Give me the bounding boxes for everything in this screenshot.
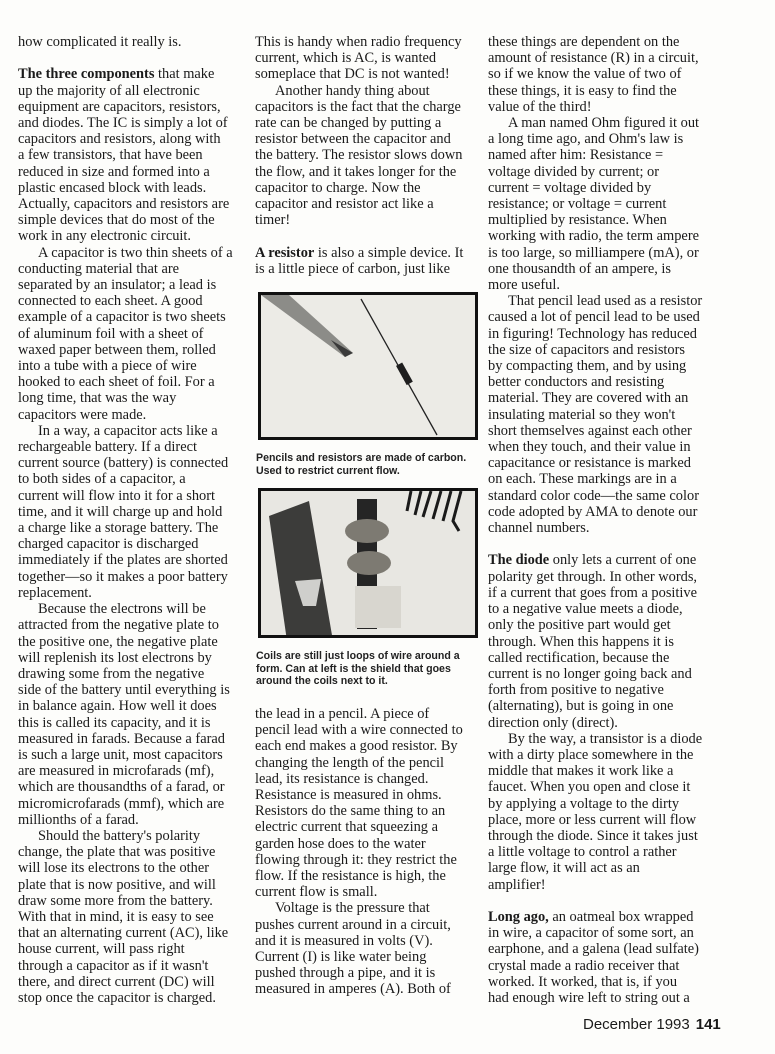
paragraph: how complicated it really is. <box>18 34 182 50</box>
photo-caption: Pencils and resistors are made of carbon. Used to restrict current flow. <box>256 452 467 477</box>
photo-pencil-resistor <box>258 292 478 440</box>
coil-base-icon <box>355 586 401 628</box>
paragraph: Voltage is the pressure that pushes current around in a circuit, and it is measured in volts (V). Current (I) is like water being pushed through a pipe, and it is measured in amperes (A). Both of <box>255 900 451 998</box>
paragraph: That pencil lead used as a resistor caused a lot of pencil lead to be used in figuring! Technology has reduced the size of capacitors and resistors by compacting them, and by using better conductors and resisting material. They are covered with an insulating material so they won't short themselves against each other when they touch, and their value in capacitance or resistance is marked on each. These markings are in a standard color code—the same color code adopted by AMA to denote our channel numbers. <box>488 293 703 537</box>
paragraph-lead: The three components <box>18 66 155 83</box>
paragraph: A resistor is also a simple device. It is a little piece of carbon, just like <box>255 244 464 277</box>
paragraph: A capacitor is two thin sheets of a conducting material that are separated by an insulator; a lead is connected to each sheet. A good example of a capacitor is two sheets of aluminum foil with a sheet of waxed paper between them, rolled into a tube with a piece of wire hooked to each sheet of foil. For a long time, that was the way capacitors were made. <box>18 244 233 423</box>
paragraph-lead: A resistor <box>255 244 315 261</box>
column-left <box>18 34 250 1006</box>
page-number: 141 <box>695 1016 721 1033</box>
pencil-resistor-image <box>261 295 475 437</box>
paragraph-lead: The diode <box>488 552 550 569</box>
paragraph: In a way, a capacitor acts like a rechargeable battery. If a direct current source (battery) is connected to both sides of a capacitor, a current will flow into it for a short time, and it will charge up and hold a charge like a storage battery. The charged capacitor is discharged immediately if the plates are shorted together—so it makes a poor battery replacement. <box>18 422 229 601</box>
paragraph: Another handy thing about capacitors is the fact that the charge rate can be changed by putting a resistor between the capacitor and the battery. The resistor slows down the flow, and it takes longer for the capacitor to charge. Now the capacitor and resistor act like a timer! <box>255 82 463 229</box>
paragraph: Because the electrons will be attracted from the negative plate to the positive one, the negative plate will replenish its lost electrons by drawing some from the negative side of the battery until everything is in balance again. How well it does this is called its capacity, and it is measured in farads. Because a farad is such a large unit, most capacitors are measured in microfarads (mf), which are thousandths of a farad, or micromicrofarads (mmf), which are millionths of a farad. <box>18 601 230 828</box>
issue-date: December 1993 <box>583 1016 690 1033</box>
page-footer <box>583 1016 721 1033</box>
column-middle-top <box>255 34 485 277</box>
paragraph: Should the battery's polarity change, the plate that was positive will lose its electrons to the other plate that is now positive, and will draw some more from the battery. With that in mind, it is easy to see that an alternating current (AC), like house current, will pass right through a capacitor as if it wasn't there, and direct current (DC) will stop once the capacitor is charged. <box>18 827 229 1006</box>
paragraph: the lead in a pencil. A piece of pencil lead with a wire connected to each end makes a good resistor. By changing the length of the pencil lead, its resistance is changed. Resistance is measured in ohms. Resistors do the same thing to an electric current that squeezing a garden hose does to the water flowing through it: they restrict the flow. If the resistance is high, the current flow is small. <box>255 706 463 901</box>
paragraph-lead: Long ago, <box>488 908 549 925</box>
column-middle-bottom <box>255 706 485 998</box>
paragraph: By the way, a transistor is a diode with a dirty place somewhere in the middle that makes it work like a faucet. When you open and close it by applying a voltage to the dirty place, more or less current will flow through the diode. Since it takes just a little voltage to control a rather large flow, it will act as an amplifier! <box>488 730 703 893</box>
paragraph: A man named Ohm figured it out a long time ago, and Ohm's law is named after him: Resistance = voltage divided by current; or current = voltage divided by resistance; or voltage = current multiplied by resistance. When working with radio, the term ampere is too large, so milliampere (mA), or one thousandth of an ampere, is more useful. <box>488 115 700 294</box>
paragraph: The three components that make up the majority of all electronic equipment are capacitors, resistors, and diodes. The IC is simply a lot of capacitors and resistors, along with a few transistors, that have been reduced in size and formed into a plastic encased block with leads. Actually, capacitors and resistors are simple devices that do most of the work in any electronic circuit. <box>18 66 230 245</box>
paragraph: This is handy when radio frequency current, which is AC, is wanted someplace that DC is not wanted! <box>255 34 462 83</box>
paragraph: Long ago, an oatmeal box wrapped in wire, a capacitor of some sort, an earphone, and a galena (lead sulfate) crystal made a radio receiver that worked. It worked, that is, if you had enough wire left to string out a <box>488 908 699 1006</box>
column-right <box>488 34 728 1006</box>
photo-coils <box>258 488 478 638</box>
paragraph: The diode only lets a current of one polarity get through. In other words, if a current that goes from a positive to a negative value meets a diode, only the positive part would get through. When this happens it is called rectification, because the current is no longer going back and forth from positive to negative (alternating), but is going in one direction only (direct). <box>488 552 698 731</box>
coils-image <box>261 491 475 635</box>
paragraph: these things are dependent on the amount of resistance (R) in a circuit, so if we know the value of two of these things, it is easy to find the value of the third! <box>488 34 699 115</box>
photo-caption: Coils are still just loops of wire around a form. Can at left is the shield that goes around the coils next to it. <box>256 650 460 688</box>
